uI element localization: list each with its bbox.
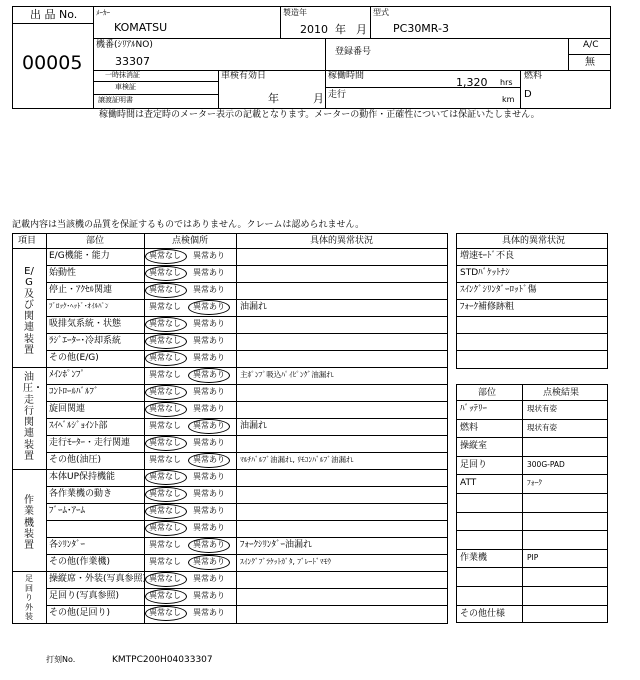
result-value: 現状有姿 <box>527 422 557 432</box>
row-abnormal: 異常あり <box>193 591 225 600</box>
check-circle <box>145 385 187 400</box>
row-detail: ﾌｫｰｸｼﾘﾝﾀﾞｰ油漏れ <box>240 540 313 550</box>
check-circle <box>145 521 187 536</box>
group-work-equipment: 作業機装置 <box>24 495 34 552</box>
row-normal: 異常なし <box>149 251 181 260</box>
row-normal: 異常なし <box>149 438 181 447</box>
check-circle <box>145 317 187 332</box>
row-abnormal: 異常あり <box>193 557 225 566</box>
row-detail: ﾏﾙﾁﾊﾞﾙﾌﾞ油漏れ, ﾘﾓｺﾝﾊﾞﾙﾌﾞ油漏れ <box>240 455 354 464</box>
row-abnormal: 異常あり <box>193 421 225 430</box>
row-abnormal: 異常あり <box>193 387 225 396</box>
check-circle <box>145 504 187 519</box>
row-abnormal: 異常あり <box>193 455 225 464</box>
model-label: 型式 <box>373 8 389 17</box>
row-divider <box>46 588 448 589</box>
row-abnormal: 異常あり <box>193 574 225 583</box>
row-abnormal: 異常あり <box>193 319 225 328</box>
check-circle <box>188 453 230 468</box>
reg-label: 登録番号 <box>335 47 372 57</box>
result-divider <box>456 549 608 550</box>
group-hydraulic: 油圧・走行関連装置 <box>23 372 43 463</box>
doc-inspection-cert: 車検証 <box>115 83 136 91</box>
row-part: 各ｼﾘﾝﾀﾞｰ <box>49 540 86 550</box>
row-normal: 異常なし <box>149 353 181 362</box>
row-normal: 異常なし <box>149 404 181 413</box>
hours-note: 稼働時間は査定時のメーター表示の記載となります。メーターの動作・正確性については保証いたしません。 <box>99 110 540 120</box>
result-divider <box>456 493 608 494</box>
head-item: 項目 <box>18 236 37 246</box>
row-detail: 油漏れ <box>240 302 268 312</box>
stamp-label: 打刻No. <box>46 655 76 664</box>
row-divider <box>46 299 448 300</box>
row-abnormal: 異常あり <box>193 472 225 481</box>
month-unit: 月 <box>356 23 367 36</box>
row-abnormal: 異常あり <box>193 523 225 532</box>
row-detail: 油漏れ <box>240 421 268 431</box>
result-divider <box>456 586 608 587</box>
row-abnormal: 異常あり <box>193 404 225 413</box>
row-abnormal: 異常あり <box>193 540 225 549</box>
result-part: 燃料 <box>460 422 479 433</box>
hours-value: 1,320 <box>456 76 488 89</box>
row-divider <box>46 605 448 606</box>
row-detail: ｽｲﾝｸﾞﾌﾞﾗｹｯﾄｶﾞﾀ, ﾌﾞﾚｰﾄﾞﾏﾓｳ <box>240 557 332 566</box>
result-part: 足回り <box>460 459 488 470</box>
row-normal: 異常なし <box>149 421 181 430</box>
disclaimer: 記載内容は当該機の品質を保証するものではありません。クレームは認められません。 <box>12 220 365 230</box>
detail-divider <box>456 248 608 249</box>
row-abnormal: 異常あり <box>193 336 225 345</box>
check-circle <box>188 538 230 553</box>
model-value: PC30MR-3 <box>393 22 449 35</box>
row-normal: 異常なし <box>149 608 181 617</box>
travel-label: 走行 <box>328 90 347 100</box>
detail-line: ﾌｫｰｸ補修跡粗 <box>460 302 515 312</box>
row-normal: 異常なし <box>149 302 181 311</box>
row-divider <box>46 452 448 453</box>
row-abnormal: 異常あり <box>193 506 225 515</box>
km-unit: km <box>502 95 515 104</box>
result-part: ﾊﾞｯﾃﾘｰ <box>460 404 488 414</box>
row-divider <box>46 350 448 351</box>
check-circle <box>145 487 187 502</box>
row-divider <box>46 316 448 317</box>
row-part: ﾗｼﾞｴｰﾀｰ･冷却系統 <box>49 336 122 346</box>
check-circle <box>188 300 230 315</box>
row-part: E/G機能・能力 <box>49 251 110 261</box>
row-abnormal: 異常あり <box>193 608 225 617</box>
row-part: 始動性 <box>49 268 77 278</box>
group-engine: E/G及び関連装置 <box>24 266 34 357</box>
result-value: ﾌｫｰｸ <box>527 478 542 488</box>
detail-divider <box>456 333 608 334</box>
result-divider <box>456 474 608 475</box>
row-part: その他(E/G) <box>49 353 99 363</box>
result-divider <box>456 567 608 568</box>
row-part: ｽｲﾍﾞﾙｼﾞｮｲﾝﾄ部 <box>49 421 108 431</box>
head-check: 点検個所 <box>172 236 209 246</box>
detail-line: 増速ﾓｰﾄﾞ不良 <box>460 251 515 261</box>
result-divider <box>456 456 608 457</box>
stamp-number: KMTPC200H04033307 <box>112 655 213 665</box>
row-part: その他(足回り) <box>49 608 111 618</box>
row-divider <box>46 554 448 555</box>
row-normal: 異常なし <box>149 268 181 277</box>
row-part: ﾌﾞﾛｯｸ･ﾍｯﾄﾞ･ｵｲﾙﾊﾟﾝ <box>49 302 109 310</box>
row-normal: 異常なし <box>149 336 181 345</box>
row-part: 走行ﾓｰﾀｰ・走行関連 <box>49 438 131 448</box>
check-circle <box>145 283 187 298</box>
row-divider <box>46 503 448 504</box>
detail-line: STDﾊﾞｹｯﾄﾅｼ <box>460 268 510 278</box>
check-circle <box>145 334 187 349</box>
row-part: その他(油圧) <box>49 455 102 465</box>
hours-label: 稼働時間 <box>328 71 365 81</box>
row-abnormal: 異常あり <box>193 489 225 498</box>
row-part: ﾌﾞｰﾑ･ｱｰﾑ <box>49 506 86 516</box>
result-divider <box>456 512 608 513</box>
row-abnormal: 異常あり <box>193 353 225 362</box>
row-abnormal: 異常あり <box>193 268 225 277</box>
row-normal: 異常なし <box>149 370 181 379</box>
maker-value: KOMATSU <box>114 21 168 34</box>
exhibit-no-label: 出 品 No. <box>30 8 78 21</box>
row-divider <box>46 537 448 538</box>
result-part: ATT <box>460 478 477 489</box>
result-divider <box>456 530 608 531</box>
inspection-year-unit: 年 <box>268 92 279 105</box>
row-part: 吸排気系統・状態 <box>49 319 122 329</box>
check-circle <box>145 470 187 485</box>
detail-box-title: 具体的異常状況 <box>502 236 566 246</box>
row-normal: 異常なし <box>149 455 181 464</box>
result-value: 現状有姿 <box>527 404 557 413</box>
serial-label: 機番(ｼﾘｱﾙNO) <box>96 40 153 50</box>
row-normal: 異常なし <box>149 574 181 583</box>
maker-label: ﾒｰｶｰ <box>96 9 110 17</box>
row-normal: 異常なし <box>149 591 181 600</box>
row-detail: 主ﾎﾟﾝﾌﾟ吸込ﾊﾟｲﾋﾟﾝｸﾞ油漏れ <box>240 370 334 379</box>
head-part: 部位 <box>86 236 105 246</box>
row-normal: 異常なし <box>149 557 181 566</box>
result-value: 300G-PAD <box>527 459 565 469</box>
ac-value: 無 <box>585 57 595 68</box>
row-part: 停止・ｱｸｾﾙ関連 <box>49 285 113 295</box>
head-detail: 具体的異常状況 <box>310 236 374 246</box>
inspection-date-label: 車検有効日 <box>221 71 267 81</box>
row-part: その他(作業機) <box>49 557 111 567</box>
check-circle <box>145 436 187 451</box>
year-label: 製造年 <box>283 8 307 17</box>
result-divider <box>456 605 608 606</box>
result-part: その他仕様 <box>460 608 506 619</box>
check-circle <box>188 419 230 434</box>
detail-line: ｽｲﾝｸﾞｼﾘﾝﾀﾞｰﾛｯﾄﾞ傷 <box>460 285 537 295</box>
row-divider <box>46 333 448 334</box>
row-normal: 異常なし <box>149 523 181 532</box>
exhibit-no: 00005 <box>22 52 83 74</box>
check-circle <box>145 572 187 587</box>
row-divider <box>46 435 448 436</box>
inspection-month-unit: 月 <box>313 92 324 105</box>
check-circle <box>145 249 187 264</box>
row-abnormal: 異常あり <box>193 302 225 311</box>
detail-divider <box>456 265 608 266</box>
detail-divider <box>456 316 608 317</box>
fuel-value: D <box>524 89 532 100</box>
row-divider <box>46 384 448 385</box>
result-part: 操縦室 <box>460 441 488 452</box>
row-normal: 異常なし <box>149 506 181 515</box>
check-circle <box>145 266 187 281</box>
result-divider <box>456 437 608 438</box>
detail-divider <box>456 299 608 300</box>
check-circle <box>145 606 187 621</box>
results-head-result: 点検結果 <box>543 388 580 398</box>
result-divider <box>456 419 608 420</box>
doc-temp-cancel: 一時抹消証 <box>105 71 140 79</box>
row-normal: 異常なし <box>149 285 181 294</box>
row-normal: 異常なし <box>149 387 181 396</box>
doc-transfer-cert: 譲渡証明書 <box>98 96 133 104</box>
row-normal: 異常なし <box>149 472 181 481</box>
hours-unit: hrs <box>500 78 513 87</box>
check-circle <box>145 402 187 417</box>
results-head-part: 部位 <box>478 388 497 398</box>
row-divider <box>46 486 448 487</box>
year-value: 2010 <box>300 23 328 36</box>
row-abnormal: 異常あり <box>193 370 225 379</box>
row-normal: 異常なし <box>149 319 181 328</box>
check-circle <box>188 555 230 570</box>
detail-divider <box>456 350 608 351</box>
ac-label: A/C <box>583 40 599 50</box>
row-part: ｺﾝﾄﾛｰﾙﾊﾞﾙﾌﾞ <box>49 387 99 397</box>
year-unit: 年 <box>335 23 346 36</box>
row-divider <box>46 282 448 283</box>
result-divider <box>456 400 608 401</box>
check-circle <box>188 368 230 383</box>
row-divider <box>46 401 448 402</box>
fuel-label: 燃料 <box>524 71 543 81</box>
detail-divider <box>456 282 608 283</box>
result-part: 作業機 <box>460 552 488 563</box>
row-abnormal: 異常あり <box>193 285 225 294</box>
check-circle <box>145 589 187 604</box>
row-part: 足回り(写真参照) <box>49 591 120 601</box>
group-undercarriage: 足回り外装 <box>25 574 33 621</box>
row-part: 各作業機の動き <box>49 489 113 499</box>
row-normal: 異常なし <box>149 489 181 498</box>
row-part: ﾒｲﾝﾎﾟﾝﾌﾟ <box>49 370 86 380</box>
row-divider <box>46 520 448 521</box>
result-value: PIP <box>527 552 539 562</box>
row-abnormal: 異常あり <box>193 251 225 260</box>
row-part: 本体UP保持機能 <box>49 472 116 482</box>
row-divider <box>46 418 448 419</box>
check-circle <box>145 351 187 366</box>
row-part: 旋回関連 <box>49 404 86 414</box>
row-divider <box>46 265 448 266</box>
row-normal: 異常なし <box>149 540 181 549</box>
serial-value: 33307 <box>115 55 150 68</box>
row-abnormal: 異常あり <box>193 438 225 447</box>
row-part: 操縦席・外装(写真参照) <box>49 574 147 584</box>
